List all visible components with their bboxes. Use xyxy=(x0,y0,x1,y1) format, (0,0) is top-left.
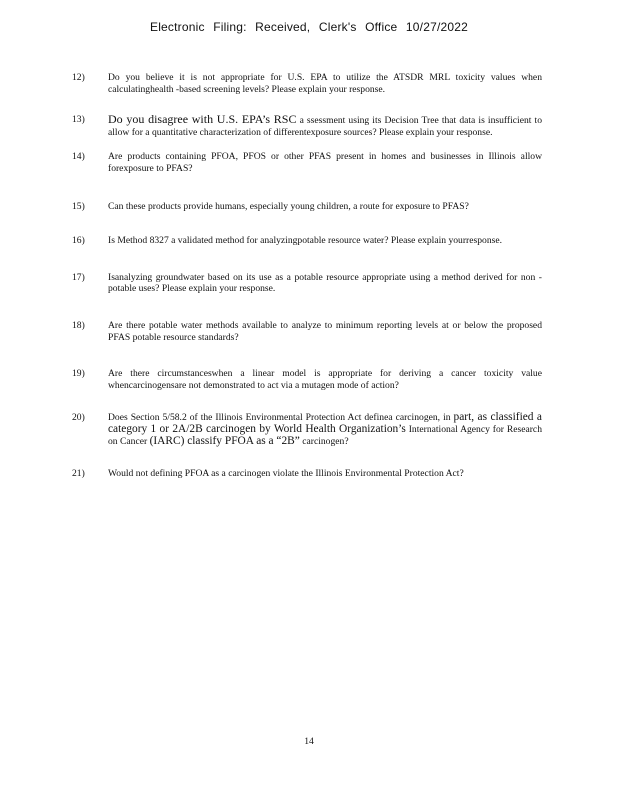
question-14 xyxy=(72,151,542,174)
question-number: 13) xyxy=(72,114,85,126)
question-text-part-3: carcinogen? xyxy=(299,435,349,447)
question-text-large: Do you disagree with U.S. EPA’s RSC xyxy=(108,112,297,127)
question-number: 20) xyxy=(72,412,85,424)
question-text-part-1: Does Section 5/58.2 of the Illinois Environmental Protection Act definea carcinogen, in xyxy=(108,412,454,424)
question-number: 16) xyxy=(72,235,85,247)
question-text: Are there circumstanceswhen a linear model is appropriate for deriving a cancer toxicity value whencarcinogensare not demonstrated to act via a mutagen mode of action? xyxy=(108,368,542,391)
question-15 xyxy=(72,201,542,213)
question-number: 14) xyxy=(72,151,85,163)
question-number: 18) xyxy=(72,319,85,331)
question-text xyxy=(108,114,542,138)
question-text-large-2: (IARC) classify PFOA as a “2B” xyxy=(149,434,300,447)
question-text-large-1: part, as classified a category 1 or 2A/2B carcinogen by World Health Organization’s xyxy=(108,411,542,435)
question-19 xyxy=(72,368,542,391)
question-18 xyxy=(72,320,542,343)
question-number: 12) xyxy=(72,72,85,83)
question-text: Do you believe it is not appropriate for U.S. EPA to utilize the ATSDR MRL toxicity values when calculatinghealth -based screening levels? Please explain your response. xyxy=(108,72,542,95)
question-number: 19) xyxy=(72,368,85,380)
filing-stamp-header: Electronic Filing: Received, Clerk's Office 10/27/2022 xyxy=(149,20,468,34)
question-text xyxy=(108,412,542,447)
question-13 xyxy=(72,114,542,138)
question-text: Can these products provide humans, especially young children, a route for exposure to PFAS? xyxy=(108,200,469,212)
question-text-rest: a ssessment using its Decision Tree that data is insufficient to allow for a quantitative characterization of differentexposure sources? Please explain your response. xyxy=(108,115,542,138)
question-text-part-2: International Agency for Research on Cancer xyxy=(108,423,542,447)
question-21 xyxy=(72,468,542,480)
question-number: 21) xyxy=(72,468,85,480)
question-number: 15) xyxy=(72,200,85,212)
question-17 xyxy=(72,272,542,295)
question-text: Are there potable water methods available to analyze to minimum reporting levels at or below the proposed PFAS potable resource standards? xyxy=(108,319,542,343)
question-16 xyxy=(72,235,542,247)
question-number: 17) xyxy=(72,271,85,283)
question-text: Isanalyzing groundwater based on its use as a potable resource appropriate using a method derived for non - potable uses? Please explain your response. xyxy=(108,271,542,295)
page-number: 14 xyxy=(304,736,314,747)
question-20 xyxy=(72,412,542,447)
question-text: Is Method 8327 a validated method for analyzingpotable resource water? Please explain yourresponse. xyxy=(108,235,503,247)
question-text: Would not defining PFOA as a carcinogen violate the Illinois Environmental Protection Act? xyxy=(108,468,464,480)
question-list xyxy=(72,72,542,480)
question-12 xyxy=(72,72,542,95)
question-text: Are products containing PFOA, PFOS or other PFAS present in homes and businesses in Illinois allow forexposure to PFAS? xyxy=(108,151,542,174)
